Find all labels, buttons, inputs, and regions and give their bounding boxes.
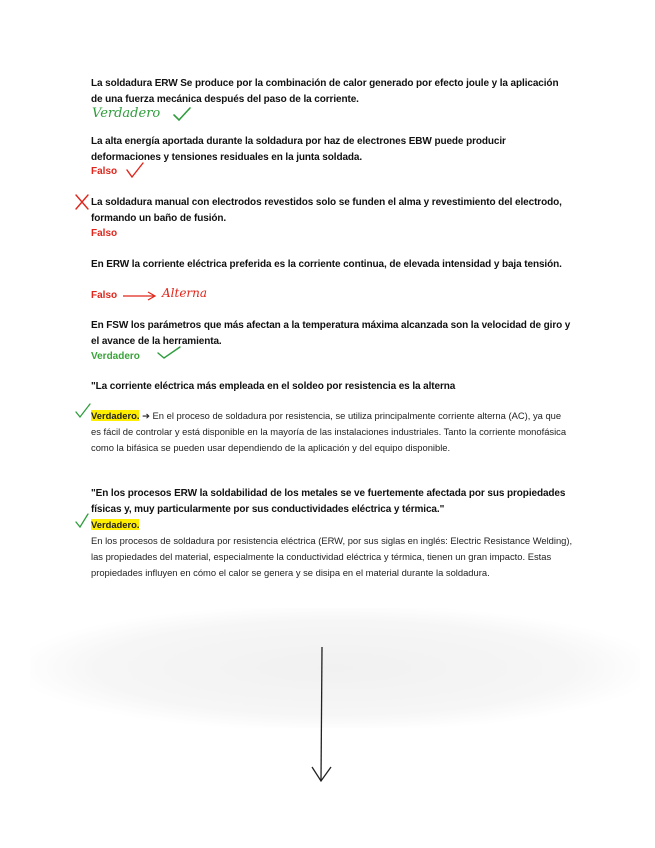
- question-3: La soldadura manual con electrodos revestidos solo se funden el alma y revestimiento del electrodo, formando un baño de fusión.: [91, 197, 562, 224]
- explanation-6: [91, 408, 573, 456]
- explanation-7-text: En los procesos de soldadura por resistencia eléctrica (ERW, por sus siglas en inglés: Electric Resistance Welding), las propiedades del material, especialmente la conductividad eléctrica y térmica, tienen un gran impacto. Estas propiedades influyen en cómo el calor se genera y se disipa en el material durante la soldadura.: [91, 535, 573, 578]
- answer-7: Verdadero.: [91, 519, 140, 530]
- answer-3: Falso: [91, 228, 118, 239]
- question-6: "La corriente eléctrica más empleada en el soldeo por resistencia es la alterna: [91, 381, 456, 392]
- handwritten-note-4: Alterna: [162, 286, 208, 300]
- checkmark-icon: [74, 403, 92, 419]
- answer-4: Falso: [91, 290, 118, 301]
- arrow-right-icon: [122, 290, 158, 302]
- question-4: En ERW la corriente eléctrica preferida es la corriente continua, de elevada intensidad y baja tensión.: [91, 259, 562, 270]
- answer-6: Verdadero.: [91, 410, 140, 421]
- explanation-6-text: En el proceso de soldadura por resistencia, se utiliza principalmente corriente alterna (AC), ya que es fácil de controlar y está disponible en la mayoría de las instalaciones industriales. Tanto la corriente monofásica como la bifásica se pueden usar dependiendo de la aplicación y del equipo disponible.: [91, 410, 567, 453]
- question-1: La soldadura ERW Se produce por la combinación de calor generado por efecto joule y la aplicación de una fuerza mecánica después del paso de la corriente.: [91, 78, 559, 105]
- checkmark-icon: [156, 346, 182, 360]
- answer-2: Falso: [91, 166, 118, 177]
- checkmark-icon: [125, 162, 145, 180]
- answer-5: Verdadero: [91, 351, 140, 362]
- checkmark-icon: [74, 513, 90, 529]
- question-5: En FSW los parámetros que más afectan a la temperatura máxima alcanzada son la velocidad de giro y el avance de la herramienta.: [91, 320, 571, 347]
- question-7: "En los procesos ERW la soldabilidad de los metales se ve fuertemente afectada por sus propiedades físicas y, muy particularmente por sus conductividades eléctrica y térmica.": [91, 488, 566, 515]
- arrow-icon: ➔: [142, 410, 150, 421]
- checkmark-icon: [172, 106, 192, 122]
- arrow-down-icon: [308, 645, 336, 785]
- handwritten-note-1: Verdadero: [92, 106, 161, 121]
- cross-icon: [74, 193, 90, 211]
- explanation-7: [91, 517, 573, 581]
- question-2: La alta energía aportada durante la soldadura por haz de electrones EBW puede producir deformaciones y tensiones residuales en la junta soldada.: [91, 136, 506, 163]
